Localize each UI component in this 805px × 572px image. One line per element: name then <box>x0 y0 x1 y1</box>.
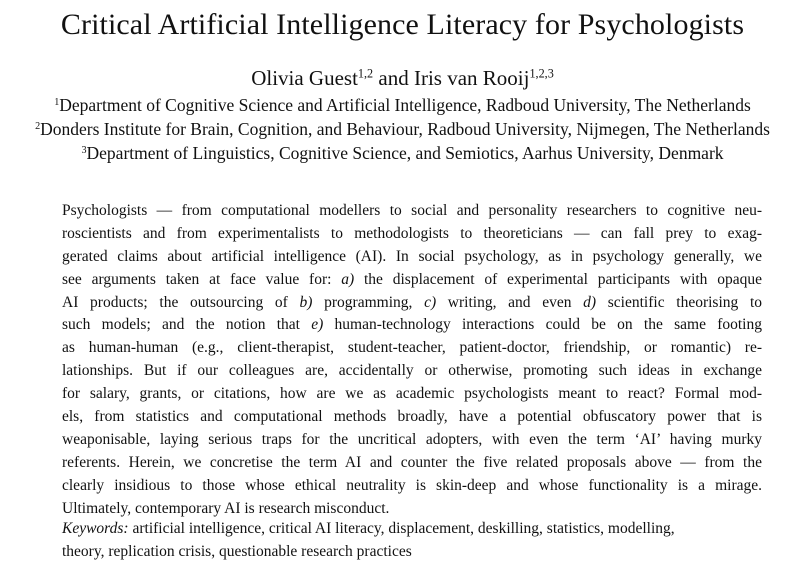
affiliation-text: Department of Cognitive Science and Artificial Intelligence, Radboud University, The Netherlands <box>59 95 751 115</box>
abstract-line: roscientists and from experimentalists to methodologists to theoreticians — can fall prey to exag- <box>62 224 762 242</box>
keywords <box>62 518 762 564</box>
author-affiliation-marker: 1,2 <box>357 66 374 81</box>
affiliation-number: 3 <box>81 144 87 156</box>
enumeration-marker: b) <box>299 293 313 311</box>
abstract-line: gerated claims about artificial intelligence (AI). In social psychology, as in psychology generally, we <box>62 247 762 265</box>
author-affiliation-marker: 1,2,3 <box>529 66 554 81</box>
enumeration-marker: a) <box>341 270 355 288</box>
paper-title: Critical Artificial Intelligence Literacy for Psychologists <box>60 8 745 41</box>
affiliation-2 <box>0 118 805 140</box>
abstract-line: Psychologists — from computational modellers to social and personality researchers to cognitive neu- <box>62 202 762 219</box>
keywords-line <box>62 518 762 541</box>
abstract-line: such models; and the notion that e) human-technology interactions could be on the same footing <box>62 316 762 334</box>
abstract-line: els, from statistics and computational methods broadly, have a potential obfuscatory power that is <box>62 408 762 426</box>
keywords-text: artificial intelligence, critical AI literacy, displacement, deskilling, statistics, modelling, <box>132 520 675 537</box>
affiliation-text: Department of Linguistics, Cognitive Science, and Semiotics, Aarhus University, Denmark <box>86 143 724 163</box>
abstract-line: referents. Herein, we concretise the term AI and counter the five related proposals above — from the <box>62 453 762 471</box>
enumeration-marker: d) <box>583 293 597 311</box>
abstract-line: AI products; the outsourcing of b) programming, c) writing, and even d) scientific theorising to <box>62 293 762 311</box>
keywords-label: Keywords: <box>62 520 129 537</box>
abstract-line: Ultimately, contemporary AI is research misconduct. <box>62 499 390 517</box>
affiliation-number: 2 <box>35 120 41 132</box>
abstract-line: lationships. But if our colleagues are, accidentally or otherwise, promoting such ideas in exchange <box>62 362 762 380</box>
affiliation-text: Donders Institute for Brain, Cognition, and Behaviour, Radboud University, Nijmegen, The Netherlands <box>40 119 770 139</box>
abstract-line: see arguments taken at face value for: a) the displacement of experimental participants with opaque <box>62 270 762 288</box>
abstract <box>62 200 762 520</box>
author-name: Iris van Rooij <box>413 66 530 90</box>
abstract-line: for salary, grants, or citations, how are we as academic psychologists meant to react? Formal mod- <box>62 385 762 403</box>
abstract-line: clearly insidious to those whose ethical neutrality is skin-deep and whose functionality is a mirage. <box>62 476 762 494</box>
abstract-line: weaponisable, laying serious traps for the uncritical adopters, with even the term ‘AI’ having murky <box>62 430 762 448</box>
affiliation-number: 1 <box>54 96 60 108</box>
abstract-line: as human-human (e.g., client-therapist, student-teacher, patient-doctor, friendship, or romantic) re- <box>62 339 762 357</box>
affiliation-1 <box>0 94 805 116</box>
author-joiner: and <box>378 66 409 90</box>
enumeration-marker: c) <box>424 293 437 311</box>
author-name: Olivia Guest <box>251 66 358 90</box>
enumeration-marker: e) <box>311 316 324 334</box>
keywords-line: theory, replication crisis, questionable research practices <box>62 542 412 560</box>
affiliation-3 <box>0 142 805 164</box>
author-line <box>0 66 805 90</box>
